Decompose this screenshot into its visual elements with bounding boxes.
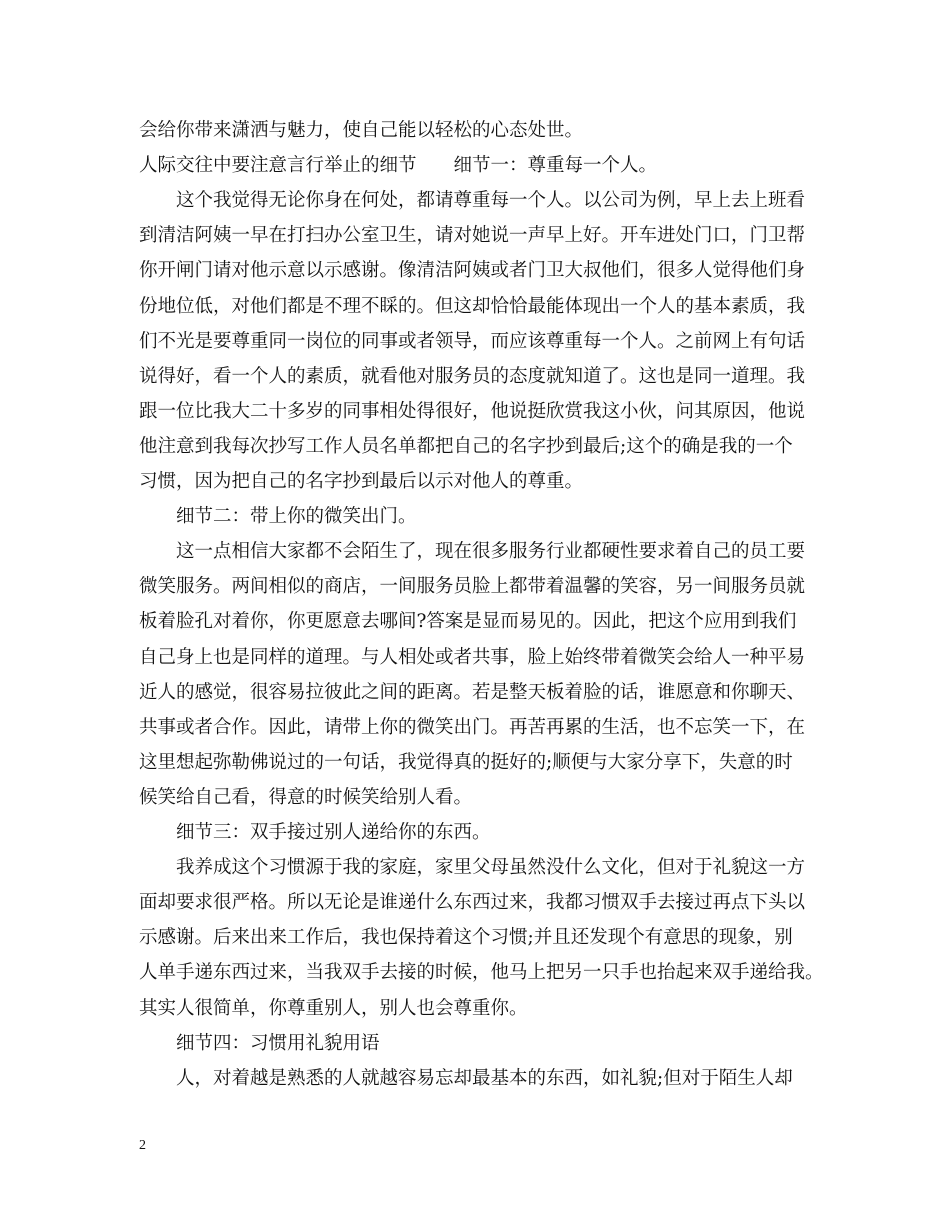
text-line: 这一点相信大家都不会陌生了，现在很多服务行业都硬性要求着自己的员工要: [176, 541, 806, 563]
text-line: 跟一位比我大二十多岁的同事相处得很好，他说挺欣赏我这小伙，问其原因，他说: [139, 400, 806, 422]
page-number: 2: [139, 1138, 146, 1153]
text-line: 示感谢。后来出来工作后，我也保持着这个习惯;并且还发现个有意思的现象，别: [139, 927, 793, 949]
text-line: 人单手递东西过来，当我双手去接的时候，他马上把另一只手也抬起来双手递给我。: [139, 962, 824, 984]
text-line: 人际交往中要注意言行举止的细节 细节一：尊重每一个人。: [139, 155, 658, 177]
text-line: 细节三：双手接过别人递给你的东西。: [176, 822, 491, 843]
text-line: 近人的感觉，很容易拉彼此之间的距离。若是整天板着脸的话，谁愿意和你聊天、: [139, 681, 806, 703]
text-line: 人，对着越是熟悉的人就越容易忘却最基本的东西，如礼貌;但对于陌生人却: [176, 1067, 793, 1089]
text-line: 面却要求很严格。所以无论是谁递什么东西过来，我都习惯双手去接过再点下头以: [139, 892, 806, 914]
text-line: 其实人很简单，你尊重别人，别人也会尊重你。: [139, 997, 528, 1019]
text-line: 习惯，因为把自己的名字抄到最后以示对他人的尊重。: [139, 471, 584, 492]
text-line: 到清洁阿姨一早在打扫办公室卫生，请对她说一声早上好。开车进处门口，门卫帮: [139, 225, 806, 247]
text-line: 会给你带来潇洒与魅力，使自己能以轻松的心态处世。: [139, 120, 584, 141]
text-line: 份地位低，对他们都是不理不睬的。但这却恰恰最能体现出一个人的基本素质，我: [139, 295, 806, 317]
text-line: 细节二：带上你的微笑出门。: [176, 506, 417, 528]
text-line: 他注意到我每次抄写工作人员名单都把自己的名字抄到最后;这个的确是我的一个: [139, 435, 793, 457]
text-line: 自己身上也是同样的道理。与人相处或者共事，脸上始终带着微笑会给人一种平易: [139, 646, 806, 668]
text-line: 说得好，看一个人的素质，就看他对服务员的态度就知道了。这也是同一道理。我: [139, 365, 806, 387]
text-line: 们不光是要尊重同一岗位的同事或者领导，而应该尊重每一个人。之前网上有句话: [139, 330, 806, 352]
text-line: 你开闸门请对他示意以示感谢。像清洁阿姨或者门卫大叔他们，很多人觉得他们身: [139, 260, 806, 282]
text-line: 板着脸孔对着你，你更愿意去哪间?答案是显而易见的。因此，把这个应用到我们: [139, 611, 797, 633]
text-line: 候笑给自己看，得意的时候笑给别人看。: [139, 786, 473, 808]
text-line: 共事或者合作。因此，请带上你的微笑出门。再苦再累的生活，也不忘笑一下，在: [139, 716, 806, 738]
text-line: 这里想起弥勒佛说过的一句话，我觉得真的挺好的;顺便与大家分享下，失意的时: [139, 751, 793, 773]
text-line: 微笑服务。两间相似的商店，一间服务员脸上都带着温馨的笑容，另一间服务员就: [139, 576, 806, 598]
text-line: 细节四：习惯用礼貌用语: [176, 1032, 380, 1054]
text-line: 这个我觉得无论你身在何处，都请尊重每一个人。以公司为例，早上去上班看: [176, 190, 806, 212]
text-line: 我养成这个习惯源于我的家庭，家里父母虽然没什么文化，但对于礼貌这一方: [176, 857, 806, 879]
